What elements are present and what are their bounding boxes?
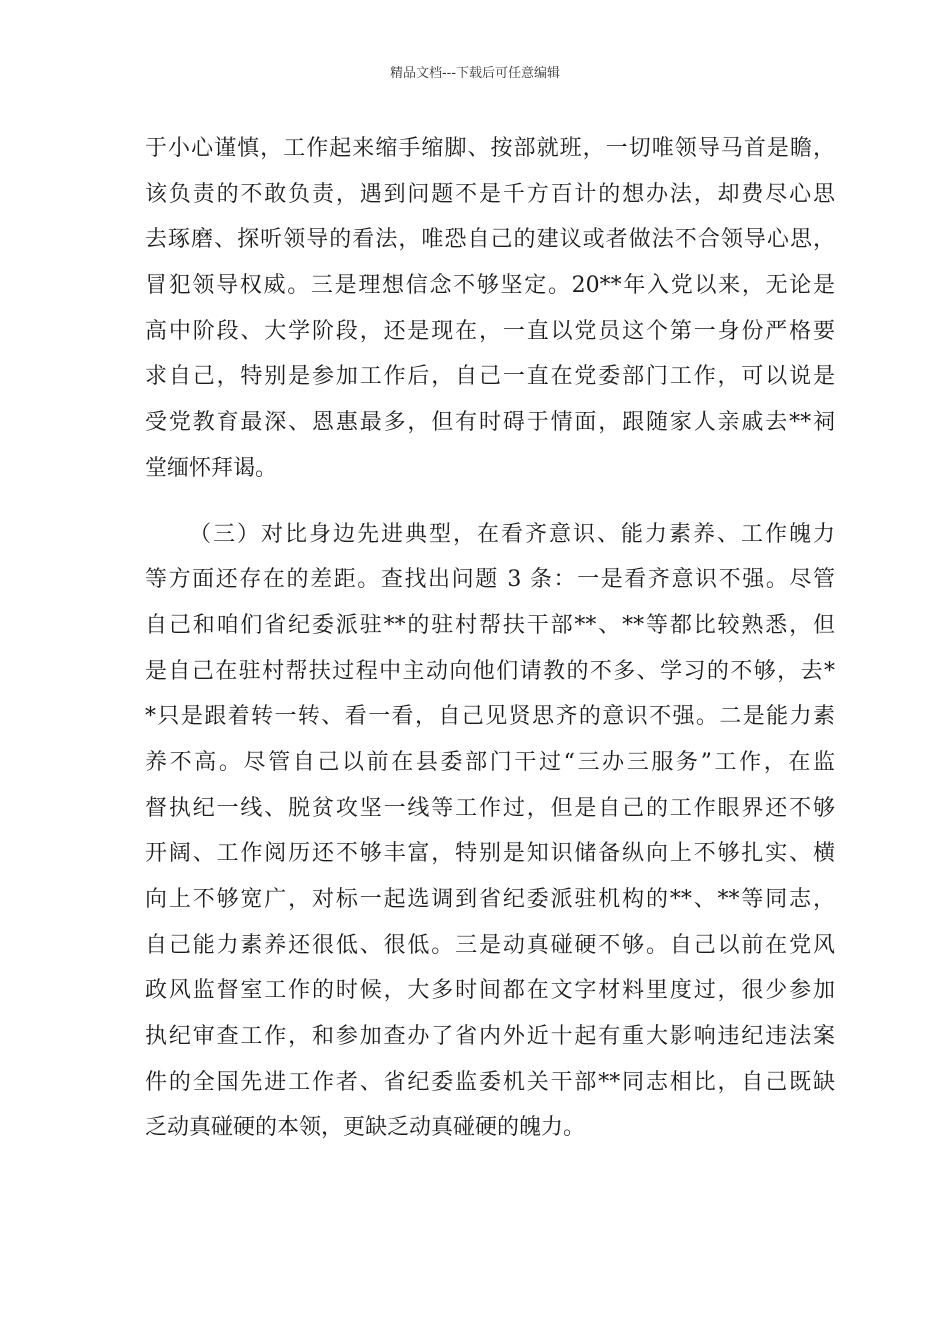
text-line: 冒犯领导权威。三是理想信念不够坚定。20**年入党以来，无论是 <box>145 273 835 299</box>
text-line: 是自己在驻村帮扶过程中主动向他们请教的不多、学习的不够，去* <box>145 658 835 684</box>
text-line: 于小心谨慎，工作起来缩手缩脚、按部就班，一切唯领导马首是瞻， <box>145 136 835 161</box>
text-line: 高中阶段、大学阶段，还是现在，一直以党员这个第一身份严格要 <box>145 318 835 344</box>
text-line: （三）对比身边先进典型，在看齐意识、能力素养、工作魄力 <box>189 521 835 547</box>
paragraph-gap <box>145 492 835 512</box>
text-line: 件的全国先进工作者、省纪委监委机关干部**同志相比，自己既缺 <box>145 1069 835 1095</box>
page-header: 精品文档---下载后可任意编辑 <box>389 66 561 81</box>
text-line: 去琢磨、探听领导的看法，唯恐自己的建议或者做法不合领导心思， <box>145 227 835 253</box>
text-line: 该负责的不敢负责，遇到问题不是千方百计的想办法，却费尽心思 <box>145 181 835 207</box>
text-line: 督执纪一线、脱贫攻坚一线等工作过，但是自己的工作眼界还不够 <box>145 795 835 821</box>
text-line: 向上不够宽广，对标一起选调到省纪委派驻机构的**、**等同志， <box>145 887 835 912</box>
text-line: 堂缅怀拜谒。 <box>145 455 278 481</box>
text-line: 自己能力素养还很低、很低。三是动真碰硬不够。自己以前在党风 <box>145 932 835 958</box>
text-line: *只是跟着转一转、看一看，自己见贤思齐的意识不强。二是能力素 <box>145 704 835 730</box>
paragraph-1 <box>145 126 835 492</box>
text-line: 政风监督室工作的时候，大多时间都在文字材料里度过，很少参加 <box>145 978 835 1004</box>
paragraph-2 <box>145 512 835 1152</box>
text-line: 开阔、工作阅历还不够丰富，特别是知识储备纵向上不够扎实、横 <box>145 841 835 867</box>
text-line: 乏动真碰硬的本领，更缺乏动真碰硬的魄力。 <box>145 1115 586 1141</box>
text-line: 执纪审查工作，和参加查办了省内外近十起有重大影响违纪违法案 <box>145 1024 835 1050</box>
text-line: 自己和咱们省纪委派驻**的驻村帮扶干部**、**等都比较熟悉，但 <box>145 612 835 638</box>
text-line: 养不高。尽管自己以前在县委部门干过“三办三服务”工作，在监 <box>145 749 835 775</box>
text-line: 求自己，特别是参加工作后，自己一直在党委部门工作，可以说是 <box>145 364 835 390</box>
text-line: 受党教育最深、恩惠最多，但有时碍于情面，跟随家人亲戚去**祠 <box>145 410 835 436</box>
document-body <box>145 126 835 1151</box>
text-line: 等方面还存在的差距。查找出问题 3 条：一是看齐意识不强。尽管 <box>145 567 835 593</box>
